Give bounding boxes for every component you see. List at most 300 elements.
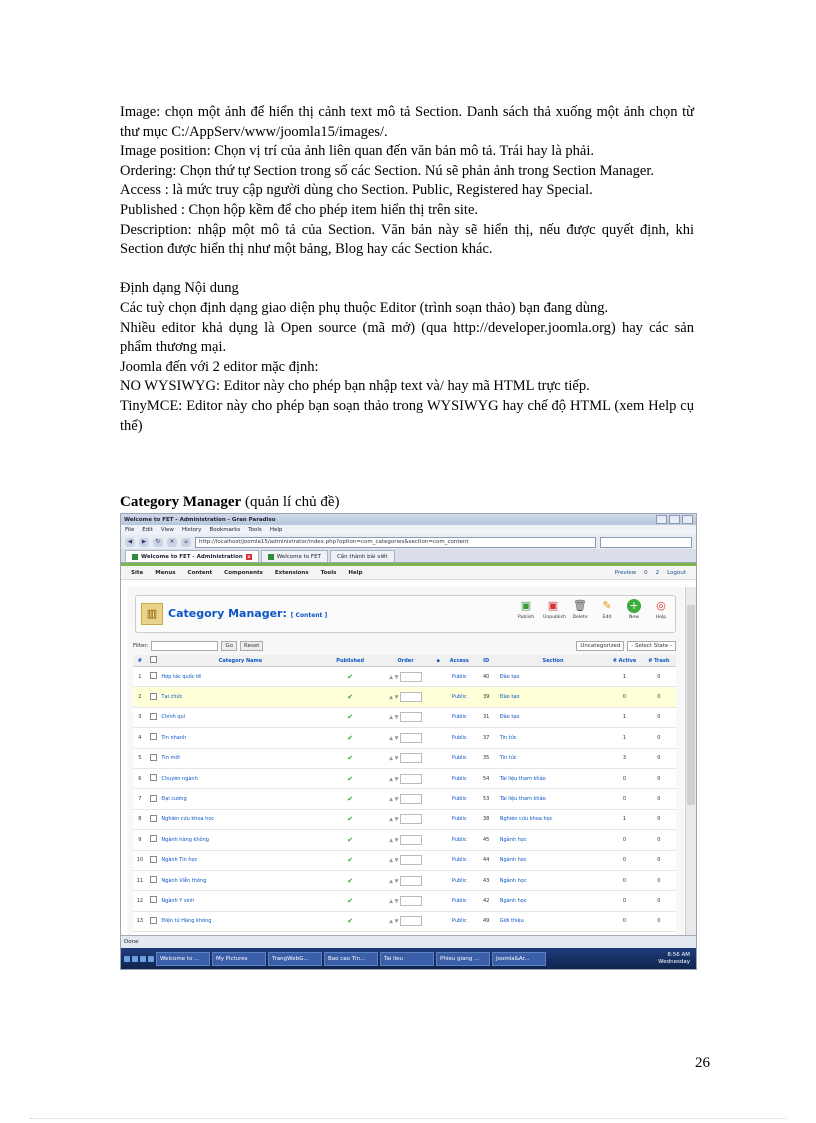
trash-count: 0 (642, 809, 676, 829)
order-controls (380, 891, 431, 911)
page-number: 26 (695, 1055, 710, 1071)
category-name-link[interactable]: Chuyên ngành (160, 768, 320, 788)
category-icon: ▥ (141, 603, 163, 625)
heading-bold: Category Manager (120, 494, 242, 510)
published-check-icon[interactable]: ✔ (320, 911, 379, 931)
col-id[interactable]: ID (474, 655, 499, 667)
help-button[interactable] (651, 599, 671, 620)
row-checkbox[interactable] (147, 870, 161, 890)
table-row (133, 850, 676, 870)
order-input[interactable] (400, 774, 422, 784)
menu-tools[interactable]: Tools (248, 527, 262, 533)
order-down-icon[interactable]: ▼ (394, 694, 399, 701)
order-up-icon[interactable]: ▲ (389, 694, 393, 701)
browser-tab[interactable] (330, 550, 395, 562)
published-check-icon[interactable]: ✔ (320, 728, 379, 748)
paragraph: Image position: Chọn vị trí của ảnh liên quan đến văn bản mô tả. Trái hay là phải. (120, 143, 594, 160)
order-controls (380, 667, 431, 687)
section-link[interactable]: Đào tạo (499, 667, 608, 687)
trash-icon: 🗑 (573, 599, 587, 612)
trash-count: 0 (642, 748, 676, 768)
category-name-link[interactable]: Ngành Tin học (160, 850, 320, 870)
quicklaunch-icon[interactable] (148, 956, 154, 962)
status-bar: Done (121, 935, 696, 948)
order-down-icon[interactable]: ▼ (394, 755, 399, 762)
save-order-icon[interactable]: ▪ (431, 655, 445, 667)
taskbar-button[interactable]: Bao cao Tin... (324, 952, 378, 966)
category-name-link[interactable]: Nghiên cứu khoa học (160, 809, 320, 829)
order-up-icon[interactable]: ▲ (389, 878, 393, 885)
quicklaunch-icon[interactable] (132, 956, 138, 962)
order-input[interactable] (400, 835, 422, 845)
clock-day: Wednesday (658, 958, 690, 965)
active-count: 1 (607, 809, 641, 829)
access-link[interactable]: Public (445, 728, 474, 748)
category-toolbar (135, 595, 676, 633)
order-down-icon[interactable]: ▼ (394, 857, 399, 864)
row-checkbox[interactable] (147, 687, 161, 707)
order-controls (380, 789, 431, 809)
access-link[interactable]: Public (445, 768, 474, 788)
taskbar-button[interactable]: My Pictures (212, 952, 266, 966)
published-check-icon[interactable]: ✔ (320, 830, 379, 850)
admin-menu-extensions[interactable]: Extensions (274, 569, 309, 576)
order-input[interactable] (400, 672, 422, 682)
order-down-icon[interactable]: ▼ (394, 776, 399, 783)
trash-count: 0 (642, 667, 676, 687)
row-number: 13 (133, 911, 147, 931)
table-row (133, 768, 676, 788)
edit-button[interactable] (597, 599, 617, 620)
section-link[interactable]: Ngành học (499, 870, 608, 890)
row-checkbox[interactable] (147, 748, 161, 768)
quicklaunch-icon[interactable] (124, 956, 130, 962)
order-up-icon[interactable]: ▲ (389, 776, 393, 783)
row-id: 43 (474, 870, 499, 890)
table-row (133, 891, 676, 911)
published-check-icon[interactable]: ✔ (320, 667, 379, 687)
active-count: 0 (607, 911, 641, 931)
browser-menubar (121, 525, 696, 535)
order-up-icon[interactable]: ▲ (389, 857, 393, 864)
row-checkbox[interactable] (147, 830, 161, 850)
category-name-link[interactable]: Tin mới (160, 748, 320, 768)
access-link[interactable]: Public (445, 667, 474, 687)
unpublish-icon: ▣ (547, 599, 559, 612)
order-input[interactable] (400, 733, 422, 743)
access-link[interactable]: Public (445, 850, 474, 870)
scrollbar[interactable] (685, 587, 696, 936)
menu-edit[interactable]: Edit (142, 527, 153, 533)
row-checkbox[interactable] (147, 707, 161, 727)
filter-input[interactable] (151, 641, 218, 651)
section-link[interactable]: Tài liệu tham khảo (499, 768, 608, 788)
access-link[interactable]: Public (445, 789, 474, 809)
access-link[interactable]: Public (445, 809, 474, 829)
unpublish-label: Unpublish (543, 615, 566, 620)
filter-bar (133, 641, 676, 651)
order-up-icon[interactable]: ▲ (389, 796, 393, 803)
browser-tab[interactable] (261, 550, 328, 562)
col-checkbox[interactable] (147, 655, 161, 667)
row-id: 45 (474, 830, 499, 850)
col-section[interactable]: Section (499, 655, 608, 667)
admin-content (127, 587, 684, 936)
row-checkbox[interactable] (147, 768, 161, 788)
order-down-icon[interactable]: ▼ (394, 878, 399, 885)
edit-label: Edit (602, 615, 612, 620)
menu-bookmarks[interactable]: Bookmarks (209, 527, 241, 533)
active-count: 0 (607, 850, 641, 870)
order-down-icon[interactable]: ▼ (394, 837, 399, 844)
col-active: # Active (607, 655, 641, 667)
order-down-icon[interactable]: ▼ (394, 735, 399, 742)
publish-label: Publish (517, 615, 535, 620)
order-input[interactable] (400, 896, 422, 906)
users-count[interactable]: 2 (655, 569, 660, 576)
active-count: 0 (607, 870, 641, 890)
col-trash: # Trash (642, 655, 676, 667)
forward-icon[interactable]: ▶ (139, 538, 149, 547)
order-controls (380, 707, 431, 727)
delete-button[interactable] (570, 599, 590, 620)
access-link[interactable]: Public (445, 891, 474, 911)
row-number: 9 (133, 830, 147, 850)
new-button[interactable] (624, 599, 644, 620)
row-checkbox[interactable] (147, 667, 161, 687)
menu-history[interactable]: History (181, 527, 202, 533)
admin-menubar (121, 563, 696, 580)
taskbar-button[interactable]: Joomla&Ar... (492, 952, 546, 966)
table-row (133, 830, 676, 850)
admin-menu-menus[interactable]: Menus (155, 569, 176, 576)
filter-label: Filter: (133, 643, 149, 649)
row-checkbox[interactable] (147, 850, 161, 870)
table-row (133, 707, 676, 727)
help-label: Help (655, 615, 667, 620)
paragraph: Image: chọn một ảnh để hiển thị cảnh text mô tả Section. Danh sách thả xuống một ảnh chọn từ thư mục C:/AppServ/www/joomla15/images/. (120, 104, 694, 140)
category-name-link[interactable]: Điện tử Hàng không (160, 911, 320, 931)
taskbar-button[interactable]: TrangWebG... (268, 952, 322, 966)
row-id: 38 (474, 809, 499, 829)
section-link[interactable]: Ngành học (499, 850, 608, 870)
row-number: 2 (133, 687, 147, 707)
state-select[interactable]: - Select State - (627, 641, 676, 651)
section-link[interactable]: Tin tức (499, 728, 608, 748)
preview-link[interactable]: Preview (614, 569, 637, 576)
published-check-icon[interactable]: ✔ (320, 789, 379, 809)
search-input[interactable] (600, 537, 692, 548)
row-id: 37 (474, 728, 499, 748)
order-down-icon[interactable]: ▼ (394, 918, 399, 925)
category-name-link[interactable]: Chính qui (160, 707, 320, 727)
section-link[interactable]: Đào tạo (499, 687, 608, 707)
logout-link[interactable]: Logout (667, 569, 686, 576)
publish-icon: ▣ (520, 599, 532, 612)
active-count: 0 (607, 789, 641, 809)
taskbar-button[interactable]: Phieu giang ... (436, 952, 490, 966)
order-up-icon[interactable]: ▲ (389, 837, 393, 844)
order-input[interactable] (400, 712, 422, 722)
taskbar-button[interactable]: Welcome to ... (156, 952, 210, 966)
order-input[interactable] (400, 692, 422, 702)
joomla-favicon-icon (132, 554, 138, 560)
category-name-link[interactable]: Ngành Y sinh (160, 891, 320, 911)
order-up-icon[interactable]: ▲ (389, 816, 393, 823)
order-up-icon[interactable]: ▲ (389, 714, 393, 721)
order-up-icon[interactable]: ▲ (389, 918, 393, 925)
browser-tab[interactable] (125, 550, 259, 562)
go-button[interactable]: Go (221, 641, 237, 651)
order-input[interactable] (400, 794, 422, 804)
order-input[interactable] (400, 916, 422, 926)
heading-rest: (quản lí chủ đề) (241, 494, 340, 510)
published-check-icon[interactable]: ✔ (320, 768, 379, 788)
publish-button[interactable] (516, 599, 536, 620)
section-link[interactable]: Ngành học (499, 830, 608, 850)
access-link[interactable]: Public (445, 870, 474, 890)
paragraph: TinyMCE: Editor này cho phép bạn soạn thảo trong WYSIWYG hay chế độ HTML (xem Help cụ thể) (120, 397, 694, 434)
order-up-icon[interactable]: ▲ (389, 735, 393, 742)
stop-icon[interactable]: ✕ (167, 538, 177, 547)
trash-count: 0 (642, 707, 676, 727)
system-clock[interactable] (658, 952, 693, 966)
row-number: 10 (133, 850, 147, 870)
paragraph: NO WYSIWYG: Editor này cho phép bạn nhập text và/ hay mã HTML trực tiếp. (120, 378, 590, 395)
active-count: 0 (607, 687, 641, 707)
category-name-link[interactable]: Tin nhanh (160, 728, 320, 748)
published-check-icon[interactable]: ✔ (320, 891, 379, 911)
row-id: 35 (474, 748, 499, 768)
url-input[interactable]: http://localhost/joomla15/administrator/index.php?option=com_categories&section=com_content (195, 537, 596, 548)
page-title (168, 607, 327, 620)
taskbar-button[interactable]: Tai lieu (380, 952, 434, 966)
section-link[interactable]: Nghiên cứu khoa học (499, 809, 608, 829)
row-number: 3 (133, 707, 147, 727)
section-link[interactable]: Tài liệu tham khảo (499, 789, 608, 809)
published-check-icon[interactable]: ✔ (320, 687, 379, 707)
order-up-icon[interactable]: ▲ (389, 674, 393, 681)
close-tab-icon[interactable]: x (247, 553, 251, 559)
row-id: 54 (474, 768, 499, 788)
row-id: 49 (474, 911, 499, 931)
row-number: 7 (133, 789, 147, 809)
windows-taskbar (121, 948, 696, 969)
row-checkbox[interactable] (147, 809, 161, 829)
table-row (133, 789, 676, 809)
page-subtitle: [ Content ] (290, 612, 328, 619)
published-check-icon[interactable]: ✔ (320, 707, 379, 727)
admin-menu-site[interactable]: Site (131, 569, 144, 576)
row-id: 39 (474, 687, 499, 707)
row-id: 31 (474, 707, 499, 727)
paragraph: Nhiều editor khả dụng là Open source (mã mở) (qua http://developer.joomla.org) hay các sản phẩm thương mại. (120, 319, 694, 356)
paragraph: Định dạng Nội dung (120, 280, 239, 297)
order-down-icon[interactable]: ▼ (394, 674, 399, 681)
col-category-name[interactable]: Category Name (160, 655, 320, 667)
pencil-icon: ✎ (602, 599, 612, 612)
browser-tabs (121, 549, 696, 563)
admin-menu-components[interactable]: Components (224, 569, 263, 576)
category-name-link[interactable]: Tại chức (160, 687, 320, 707)
row-id: 44 (474, 850, 499, 870)
row-checkbox[interactable] (147, 911, 161, 931)
trash-count: 0 (642, 789, 676, 809)
col-number: # (133, 655, 147, 667)
row-number: 1 (133, 667, 147, 687)
section-link[interactable]: Giới thiệu (499, 911, 608, 931)
table-row (133, 748, 676, 768)
table-header (133, 655, 676, 667)
trash-count: 0 (642, 870, 676, 890)
clock-time: 8:56 AM (667, 951, 690, 958)
plus-icon: + (627, 599, 641, 613)
divider (30, 1118, 786, 1119)
trash-count: 0 (642, 728, 676, 748)
quicklaunch-icon[interactable] (140, 956, 146, 962)
active-count: 0 (607, 768, 641, 788)
browser-navbar (121, 535, 696, 549)
order-down-icon[interactable]: ▼ (394, 796, 399, 803)
section-link[interactable]: Tin tức (499, 748, 608, 768)
tab-label: Welcome to FET - Administration (141, 553, 243, 560)
category-name-link[interactable]: Ngành hàng không (160, 830, 320, 850)
order-controls (380, 768, 431, 788)
back-icon[interactable]: ◀ (125, 538, 135, 547)
table-row (133, 809, 676, 829)
order-up-icon[interactable]: ▲ (389, 755, 393, 762)
published-check-icon[interactable]: ✔ (320, 809, 379, 829)
order-controls (380, 728, 431, 748)
access-link[interactable]: Public (445, 911, 474, 931)
unpublish-button[interactable] (543, 599, 566, 620)
paragraph: Các tuỳ chọn định dạng giao diện phụ thuộc Editor (trình soạn thảo) bạn đang dùng. (120, 299, 609, 316)
order-up-icon[interactable]: ▲ (389, 898, 393, 905)
tab-label: Welcome to FET (276, 553, 321, 560)
window-titlebar (121, 514, 696, 525)
admin-menu-content[interactable]: Content (187, 569, 213, 576)
section-select[interactable]: Uncategorized (576, 641, 624, 651)
trash-count: 0 (642, 830, 676, 850)
section-link[interactable]: Đào tạo (499, 707, 608, 727)
category-name-link[interactable]: Ngành Viễn thông (160, 870, 320, 890)
row-number: 8 (133, 809, 147, 829)
row-checkbox[interactable] (147, 728, 161, 748)
active-count: 1 (607, 667, 641, 687)
paragraph: Ordering: Chọn thứ tự Section trong số các Section. Nú sẽ phản ảnh trong Section Manager. (120, 162, 654, 179)
order-input[interactable] (400, 876, 422, 886)
paragraph: Joomla đến với 2 editor mặc định: (120, 358, 319, 375)
order-down-icon[interactable]: ▼ (394, 898, 399, 905)
col-access[interactable]: Access (445, 655, 474, 667)
body-text (120, 103, 694, 436)
category-name-link[interactable]: Đại cương (160, 789, 320, 809)
trash-count: 0 (642, 850, 676, 870)
reset-button[interactable]: Reset (240, 641, 263, 651)
row-number: 4 (133, 728, 147, 748)
active-count: 1 (607, 707, 641, 727)
menu-help[interactable]: Help (269, 527, 283, 533)
joomla-favicon-icon (268, 554, 274, 560)
maximize-icon[interactable] (669, 515, 680, 524)
trash-count: 0 (642, 911, 676, 931)
active-count: 3 (607, 748, 641, 768)
col-order[interactable]: Order (380, 655, 431, 667)
paragraph: Published : Chọn hộp kềm để cho phép item hiển thị trên site. (120, 201, 479, 218)
minimize-icon[interactable] (656, 515, 667, 524)
access-link[interactable]: Public (445, 707, 474, 727)
quick-launch (124, 956, 154, 962)
order-controls (380, 748, 431, 768)
category-name-link[interactable]: Hợp tác quốc tế (160, 667, 320, 687)
access-link[interactable]: Public (445, 687, 474, 707)
window-title: Welcome to FET - Administration - Gran Paradiso (124, 516, 276, 523)
order-input[interactable] (400, 855, 422, 865)
row-number: 6 (133, 768, 147, 788)
close-icon[interactable] (682, 515, 693, 524)
table-row (133, 870, 676, 890)
admin-menu-help[interactable]: Help (348, 569, 363, 576)
order-controls (380, 911, 431, 931)
lifebuoy-icon: ◎ (656, 599, 666, 612)
order-controls (380, 830, 431, 850)
col-published[interactable]: Published (320, 655, 379, 667)
admin-menu-tools[interactable]: Tools (320, 569, 337, 576)
order-input[interactable] (400, 753, 422, 763)
table-row (133, 911, 676, 931)
order-down-icon[interactable]: ▼ (394, 816, 399, 823)
table-row (133, 667, 676, 687)
row-id: 53 (474, 789, 499, 809)
table-row (133, 728, 676, 748)
menu-file[interactable]: File (125, 527, 135, 533)
row-number: 11 (133, 870, 147, 890)
new-label: New (628, 615, 640, 620)
row-checkbox[interactable] (147, 891, 161, 911)
order-controls (380, 850, 431, 870)
tab-label: Cần thành bài viết (336, 553, 388, 560)
paragraph: Description: nhập một mô tả của Section. Văn bản này sẽ hiển thị, nếu được quyết định, khi Section được hiển thị như một bảng, Blog hay các Section khác. (120, 221, 694, 258)
home-icon[interactable]: ⌂ (181, 538, 191, 547)
trash-count: 0 (642, 768, 676, 788)
order-input[interactable] (400, 814, 422, 824)
menu-view[interactable]: View (160, 527, 174, 533)
order-controls (380, 687, 431, 707)
section-link[interactable]: Ngành học (499, 891, 608, 911)
row-checkbox[interactable] (147, 789, 161, 809)
messages-count[interactable]: 0 (644, 569, 648, 576)
table-row (133, 687, 676, 707)
trash-count: 0 (642, 891, 676, 911)
row-id: 42 (474, 891, 499, 911)
active-count: 0 (607, 891, 641, 911)
category-table (133, 655, 676, 952)
active-count: 1 (607, 728, 641, 748)
published-check-icon[interactable]: ✔ (320, 850, 379, 870)
reload-icon[interactable]: ↻ (153, 538, 163, 547)
order-down-icon[interactable]: ▼ (394, 714, 399, 721)
page-title-text: Category Manager: (168, 607, 287, 620)
access-link[interactable]: Public (445, 748, 474, 768)
published-check-icon[interactable]: ✔ (320, 748, 379, 768)
delete-label: Delete (572, 615, 588, 620)
embedded-screenshot (120, 513, 697, 970)
row-id: 40 (474, 667, 499, 687)
access-link[interactable]: Public (445, 830, 474, 850)
published-check-icon[interactable]: ✔ (320, 870, 379, 890)
row-number: 12 (133, 891, 147, 911)
paragraph: Access : là mức truy cập người dùng cho Section. Public, Registered hay Special. (120, 182, 593, 199)
